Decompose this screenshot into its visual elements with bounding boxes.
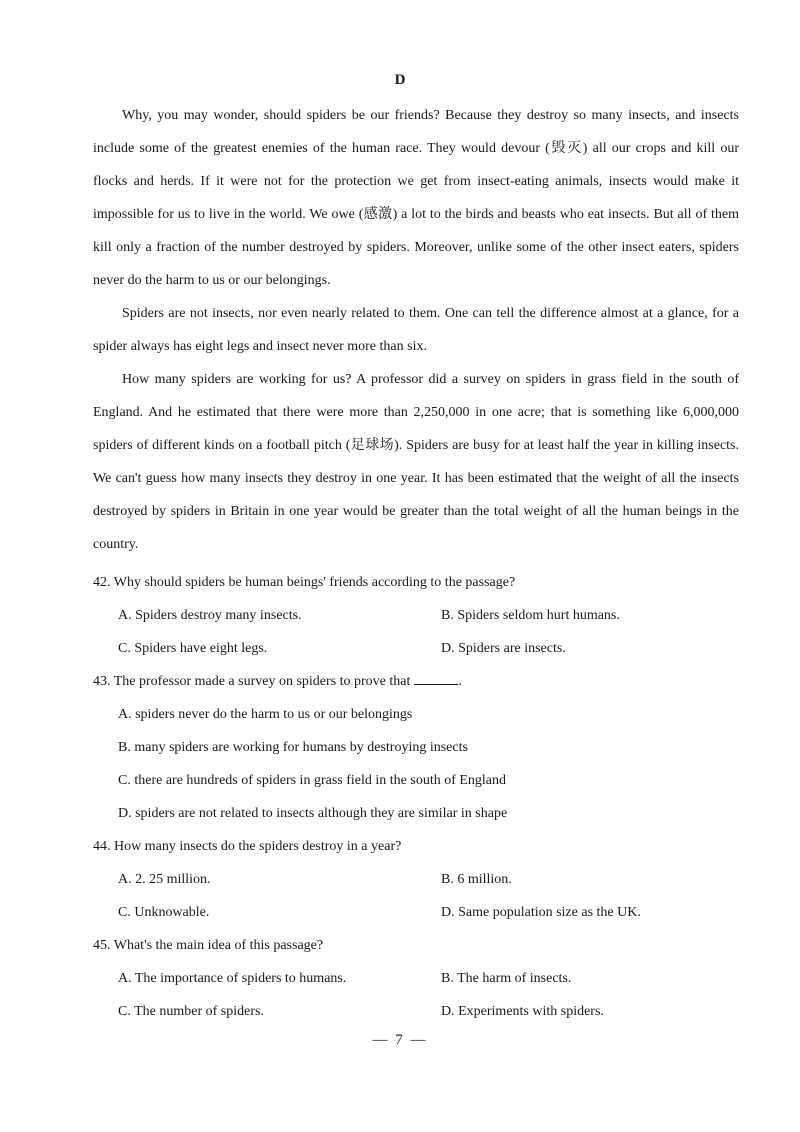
question-stem: 44. How many insects do the spiders destroy in a year? <box>93 839 402 854</box>
option-row <box>93 698 739 731</box>
option-c: C. The number of spiders. <box>118 1004 264 1019</box>
option-c: C. there are hundreds of spiders in grass field in the south of England <box>118 773 507 788</box>
option-c: C. Unknowable. <box>118 905 210 920</box>
question-stem <box>93 665 739 698</box>
option-d: D. Experiments with spiders. <box>441 1004 604 1019</box>
question-44 <box>93 830 739 929</box>
option-b: B. The harm of insects. <box>441 971 572 986</box>
option-c: C. Spiders have eight legs. <box>118 641 268 656</box>
option-row <box>93 632 739 665</box>
option-row <box>93 731 739 764</box>
option-a: A. The importance of spiders to humans. <box>118 971 347 986</box>
question-42 <box>93 566 739 665</box>
option-row <box>93 764 739 797</box>
section-heading: D <box>394 72 406 88</box>
passage-paragraph: Spiders are not insects, nor even nearly related to them. One can tell the difference almost at a glance, for a spider always has eight legs and insect never more than six. <box>93 306 739 354</box>
question-stem: 45. What's the main idea of this passage? <box>93 938 324 953</box>
question-stem-text: 43. The professor made a survey on spiders to prove that <box>93 674 411 689</box>
option-row <box>93 896 739 929</box>
option-a: A. Spiders destroy many insects. <box>118 608 302 623</box>
question-stem-end: . <box>458 674 462 689</box>
passage-paragraph: Why, you may wonder, should spiders be our friends? Because they destroy so many insects, and insects include some of the greatest enemies of the human race. They would devour (毁灭) all our crops and kill our flocks and herds. If it were not for the protection we get from insect-eating animals, insects would make it impossible for us to live in the world. We owe (感激) a lot to the birds and beasts who eat insects. But all of them kill only a fraction of the number destroyed by spiders. Moreover, unlike some of the other insect eaters, spiders never do the harm to us or our belongings. <box>93 108 739 288</box>
option-row <box>93 863 739 896</box>
answer-blank <box>414 683 458 685</box>
passage-paragraph: How many spiders are working for us? A professor did a survey on spiders in grass field in the south of England. And he estimated that there were more than 2,250,000 in one acre; that is something like 6,000,000 spiders of different kinds on a football pitch (足球场). Spiders are busy for at least half the year in killing insects. We can't guess how many insects they destroy in one year. It has been estimated that the weight of all the insects destroyed by spiders in Britain in one year would be greater than the total weight of all the human beings in the country. <box>93 372 739 552</box>
option-d: D. Same population size as the UK. <box>441 905 641 920</box>
option-d: D. Spiders are insects. <box>441 641 566 656</box>
page-number: — 7 — <box>372 1032 428 1048</box>
option-b: B. Spiders seldom hurt humans. <box>441 608 620 623</box>
question-list <box>93 566 739 1028</box>
option-row <box>93 797 739 830</box>
option-b: B. 6 million. <box>441 872 512 887</box>
question-stem: 42. Why should spiders be human beings' friends according to the passage? <box>93 575 516 590</box>
option-a: A. spiders never do the harm to us or our belongings <box>118 707 413 722</box>
option-d: D. spiders are not related to insects although they are similar in shape <box>118 806 508 821</box>
option-row <box>93 995 739 1028</box>
option-b: B. many spiders are working for humans by destroying insects <box>118 740 468 755</box>
question-43 <box>93 665 739 830</box>
reading-passage <box>93 99 739 561</box>
option-a: A. 2. 25 million. <box>118 872 211 887</box>
option-row <box>93 599 739 632</box>
question-45 <box>93 929 739 1028</box>
option-row <box>93 962 739 995</box>
